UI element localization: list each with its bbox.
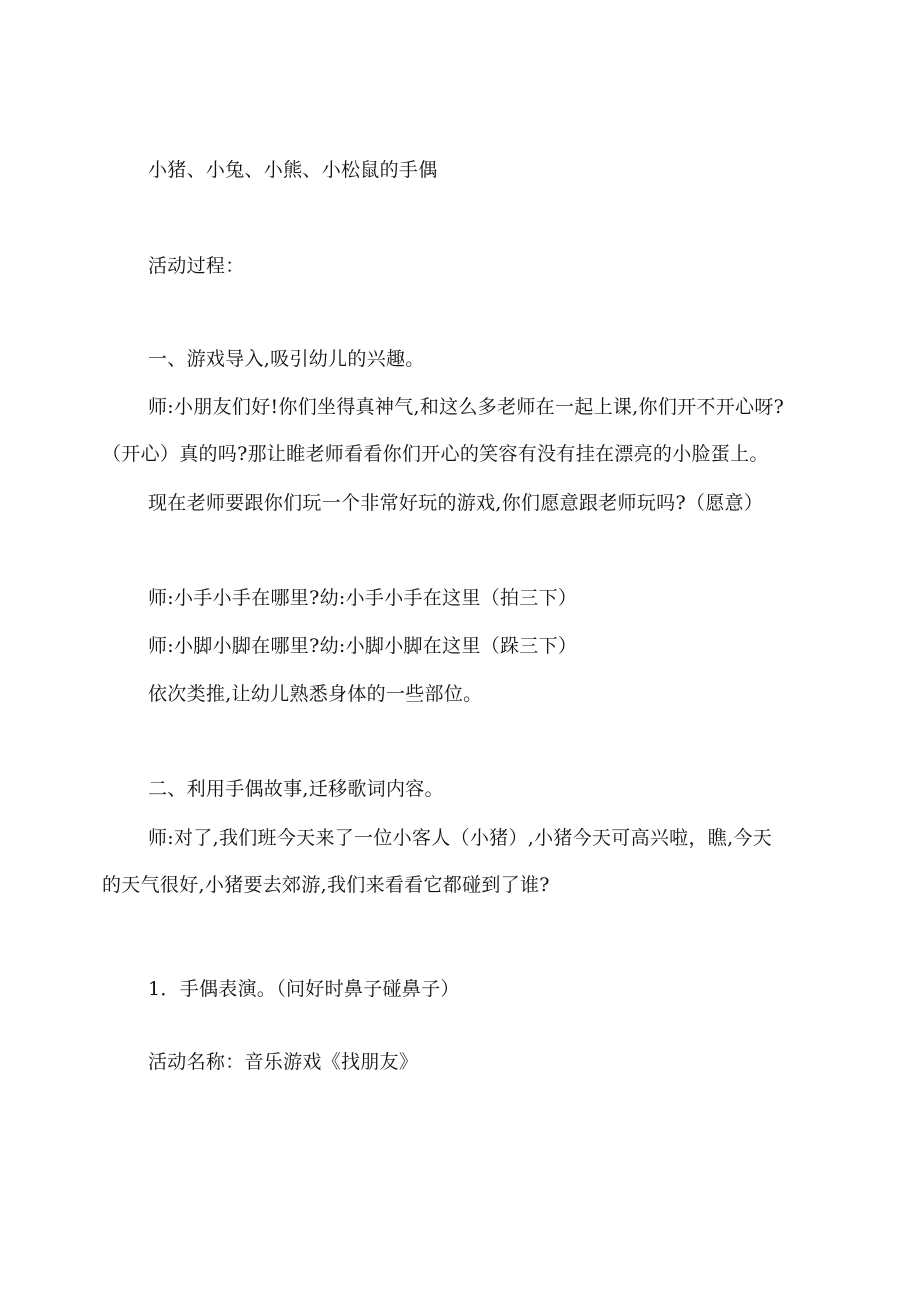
section2-para1-line1: 师:对了,我们班今天来了一位小客人（小猪）,小猪今天可高兴啦，瞧,今天 — [148, 827, 773, 849]
section1-dialog1: 师:小手小手在哪里?幼:小手小手在这里（拍三下） — [148, 587, 578, 609]
section2-heading: 二、利用手偶故事,迁移歌词内容。 — [148, 778, 444, 800]
section1-para2: 现在老师要跟你们玩一个非常好玩的游戏,你们愿意跟老师玩吗?（愿意） — [148, 492, 764, 514]
process-heading: 活动过程： — [148, 255, 245, 277]
section1-para1-line2: （开心）真的吗?那让睢老师看看你们开心的笑容有没有挂在漂亮的小脸蛋上。 — [102, 443, 769, 465]
section2-para1-line2: 的天气很好,小猪要去郊游,我们来看看它都碰到了谁? — [102, 874, 550, 896]
section1-note: 依次类推,让幼儿熟悉身体的一些部位。 — [148, 683, 483, 705]
section1-heading: 一、游戏导入,吸引幼儿的兴趣。 — [148, 348, 425, 370]
activity-name: 活动名称：音乐游戏《找朋友》 — [148, 1051, 419, 1073]
step1-line: 1．手偶表演。（问好时鼻子碰鼻子） — [148, 978, 460, 1000]
materials-line: 小猪、小兔、小熊、小松鼠的手偶 — [148, 159, 438, 181]
section1-dialog2: 师:小脚小脚在哪里?幼:小脚小脚在这里（跺三下） — [148, 635, 578, 657]
section1-para1-line1: 师:小朋友们好!你们坐得真神气,和这么多老师在一起上课,你们开不开心呀? — [148, 396, 785, 418]
